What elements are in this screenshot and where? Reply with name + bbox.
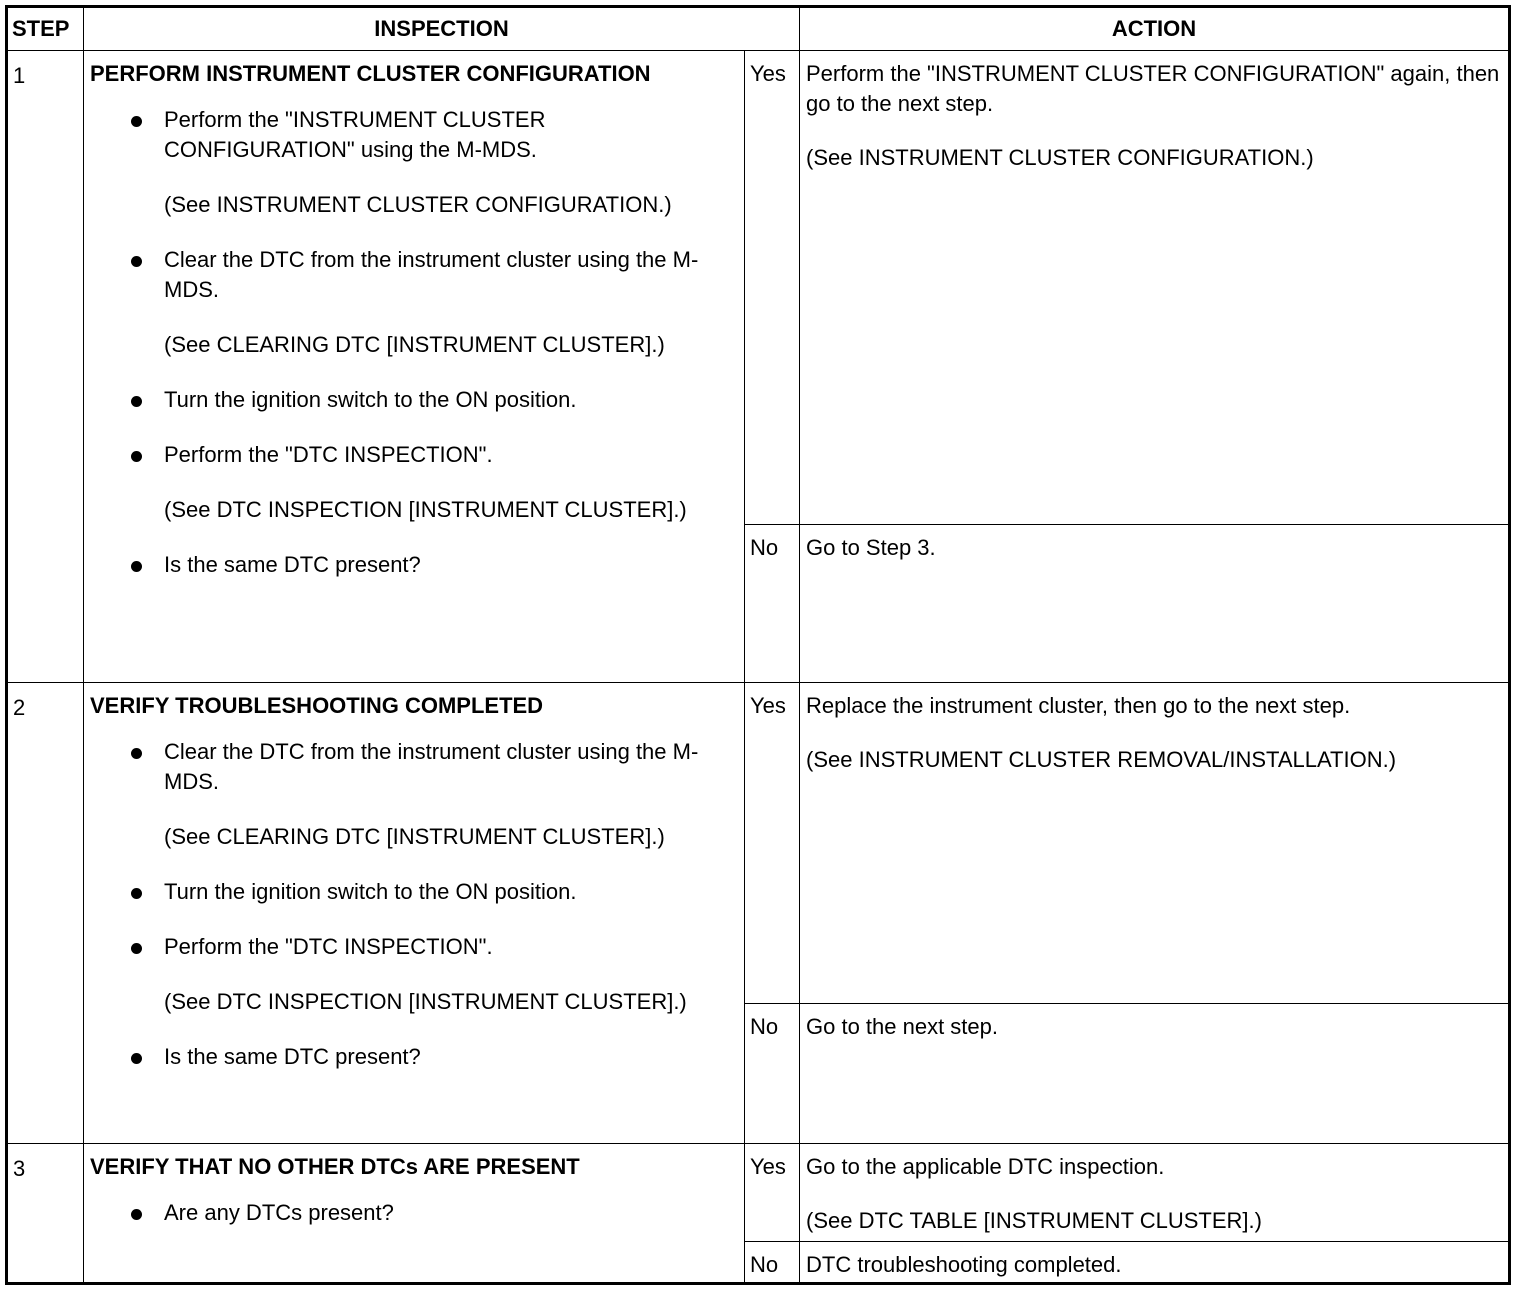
step-number: 3 [7,1144,84,1284]
bullet-icon [131,888,142,899]
bullet-text: Clear the DTC from the instrument cluster using the M-MDS. [164,247,699,302]
step-inspection [84,1144,745,1284]
yes-action-ref: (See INSTRUMENT CLUSTER CONFIGURATION.) [806,145,1314,170]
bullet-text: Clear the DTC from the instrument cluster using the M-MDS. [164,739,699,794]
bullet-text: Perform the "DTC INSPECTION". [164,934,493,959]
yes-action-text: Go to the applicable DTC inspection. [806,1154,1165,1179]
bullet-item [164,877,740,907]
bullet-ref: (See CLEARING DTC [INSTRUMENT CLUSTER].) [164,824,665,849]
bullet-item [164,550,740,580]
bullet-item [164,1198,740,1228]
bullet-icon [131,1053,142,1064]
bullet-item [164,1042,740,1072]
inspection-bullets [90,105,740,580]
bullet-item [164,385,740,415]
bullet-icon [131,116,142,127]
step-inspection [84,51,745,683]
header-action: ACTION [800,7,1510,51]
header-step: STEP [7,7,84,51]
bullet-ref: (See DTC INSPECTION [INSTRUMENT CLUSTER].) [164,989,687,1014]
bullet-item [164,105,740,220]
yes-action [800,1144,1510,1242]
yes-action-ref: (See INSTRUMENT CLUSTER REMOVAL/INSTALLATION.) [806,747,1397,772]
step-title: VERIFY THAT NO OTHER DTCs ARE PRESENT [90,1154,580,1179]
yes-action-text: Replace the instrument cluster, then go to the next step. [806,693,1351,718]
troubleshooting-table [5,5,1511,1285]
yes-label: Yes [745,1144,800,1242]
yes-label: Yes [745,51,800,525]
step-title: PERFORM INSTRUMENT CLUSTER CONFIGURATION [90,61,651,86]
no-label: No [745,525,800,683]
bullet-text: Turn the ignition switch to the ON position. [164,879,577,904]
header-inspection: INSPECTION [84,7,800,51]
inspection-bullets [90,1198,740,1228]
bullet-item [164,932,740,1017]
bullet-icon [131,1209,142,1220]
bullet-ref: (See INSTRUMENT CLUSTER CONFIGURATION.) [164,192,672,217]
step-row-2-yes [7,683,1510,1004]
bullet-text: Are any DTCs present? [164,1200,394,1225]
bullet-icon [131,943,142,954]
yes-action-ref: (See DTC TABLE [INSTRUMENT CLUSTER].) [806,1208,1262,1233]
bullet-text: Turn the ignition switch to the ON position. [164,387,577,412]
bullet-ref: (See DTC INSPECTION [INSTRUMENT CLUSTER].) [164,497,687,522]
bullet-icon [131,396,142,407]
no-action [800,525,1510,683]
yes-action [800,51,1510,525]
no-action-text: DTC troubleshooting completed. [806,1252,1122,1277]
bullet-ref: (See CLEARING DTC [INSTRUMENT CLUSTER].) [164,332,665,357]
yes-label: Yes [745,683,800,1004]
yes-action [800,683,1510,1004]
bullet-text: Perform the "INSTRUMENT CLUSTER CONFIGURATION" using the M-MDS. [164,107,546,162]
bullet-icon [131,256,142,267]
step-row-1-yes [7,51,1510,525]
bullet-text: Is the same DTC present? [164,1044,421,1069]
step-title: VERIFY TROUBLESHOOTING COMPLETED [90,693,544,718]
step-number: 1 [7,51,84,683]
no-label: No [745,1004,800,1144]
table-header-row [7,7,1510,51]
step-inspection [84,683,745,1144]
bullet-item [164,440,740,525]
no-action-text: Go to the next step. [806,1014,999,1039]
bullet-text: Perform the "DTC INSPECTION". [164,442,493,467]
bullet-icon [131,561,142,572]
no-action-text: Go to Step 3. [806,535,936,560]
bullet-item [164,737,740,852]
bullet-text: Is the same DTC present? [164,552,421,577]
no-label: No [745,1242,800,1284]
bullet-icon [131,451,142,462]
bullet-icon [131,748,142,759]
no-action [800,1242,1510,1284]
bullet-item [164,245,740,360]
inspection-bullets [90,737,740,1072]
step-row-3-yes [7,1144,1510,1242]
step-number: 2 [7,683,84,1144]
no-action [800,1004,1510,1144]
yes-action-text: Perform the "INSTRUMENT CLUSTER CONFIGURATION" again, then go to the next step. [806,61,1500,116]
